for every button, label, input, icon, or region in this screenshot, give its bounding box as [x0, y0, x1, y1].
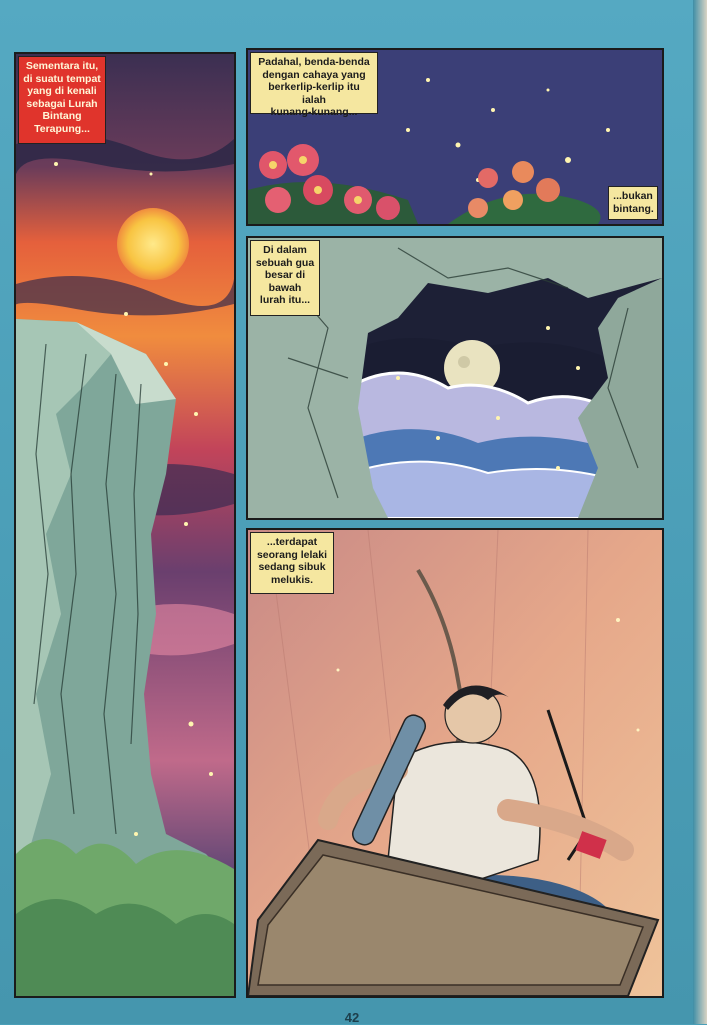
- caption-panel-2-top: Padahal, benda-benda dengan cahaya yang berkerlip-kerlip itu ialah kunang-kunang...: [250, 52, 378, 114]
- page-spine: [693, 0, 707, 1024]
- man-painting-illustration: [248, 530, 662, 996]
- panel-cave-moon: [246, 236, 664, 520]
- panel-fireflies-flowers: [246, 48, 664, 226]
- caption-panel-3: Di dalam sebuah gua besar di bawah lurah itu...: [250, 240, 320, 316]
- page-number: 42: [344, 1010, 360, 1025]
- caption-panel-1: Sementara itu, di suatu tempat yang di kenali sebagai Lurah Bintang Terapung...: [18, 56, 106, 144]
- caption-panel-2-bottom: ...bukan bintang.: [608, 186, 658, 220]
- panel-sunset-cliff: [14, 52, 236, 998]
- sunset-cliff-illustration: [16, 54, 234, 996]
- caption-panel-4: ...terdapat seorang lelaki sedang sibuk melukis.: [250, 532, 334, 594]
- panel-man-painting: [246, 528, 664, 998]
